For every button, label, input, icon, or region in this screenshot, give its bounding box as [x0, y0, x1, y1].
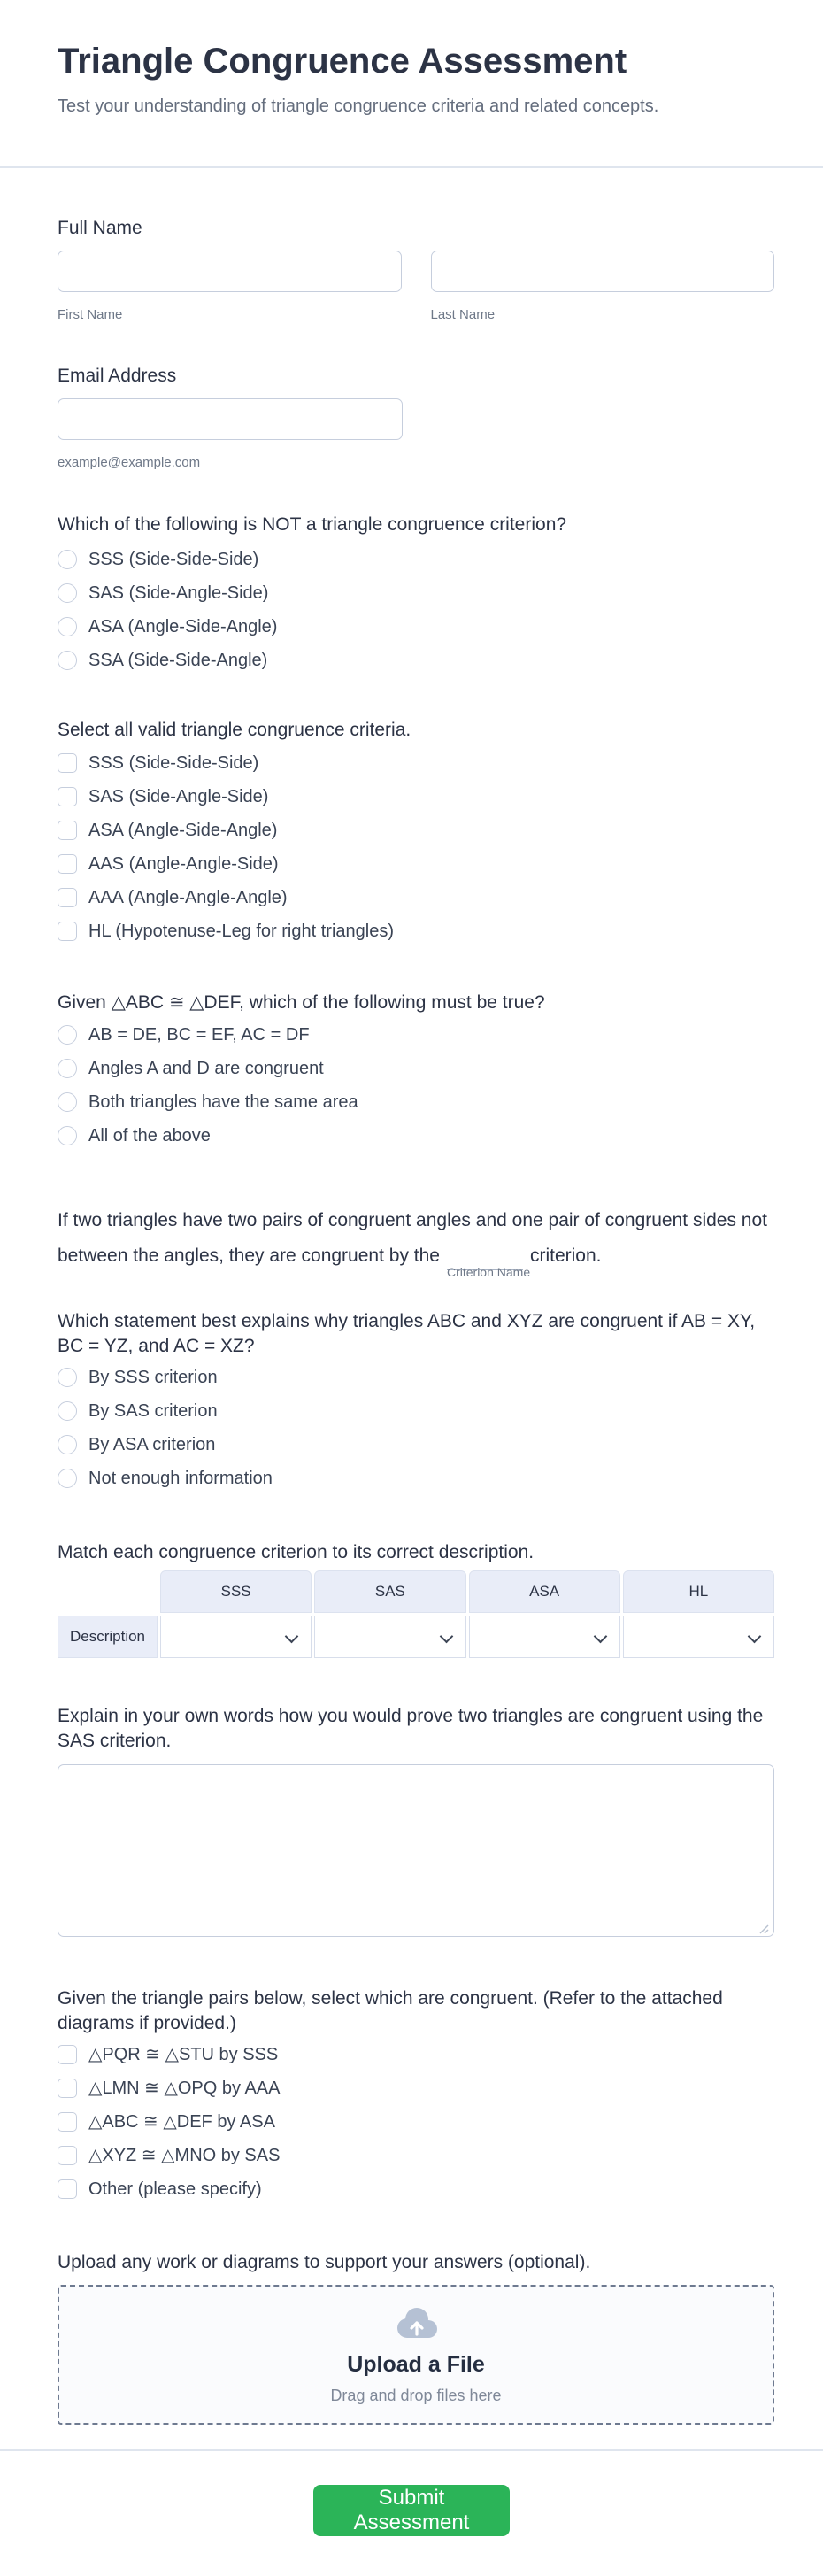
checkbox-option[interactable]: [58, 2111, 774, 2133]
checkbox-option[interactable]: [58, 887, 774, 908]
matrix-select-sas[interactable]: [314, 1616, 465, 1658]
question-best-explains: [58, 1309, 774, 1489]
submit-button[interactable]: Submit Assessment: [313, 2485, 510, 2536]
checkbox-option-label: ASA (Angle-Side-Angle): [88, 821, 278, 840]
matrix-col-header-asa: ASA: [469, 1570, 620, 1613]
radio-button[interactable]: [58, 1469, 77, 1488]
blank-text-before: If two triangles have two pairs of congruent angles and one pair of congruent sides not between the angles, they are congruent by the: [58, 1210, 767, 1266]
checkbox[interactable]: [58, 888, 77, 907]
question-label: Which of the following is NOT a triangle congruence criterion?: [58, 514, 567, 535]
radio-button[interactable]: [58, 1126, 77, 1145]
checkbox-option-label: AAS (Angle-Angle-Side): [88, 854, 279, 874]
upload-label: Upload any work or diagrams to support your answers (optional).: [58, 2252, 591, 2272]
radio-option-label: All of the above: [88, 1126, 211, 1145]
matrix-col-header-hl: HL: [623, 1570, 774, 1613]
checkbox-option-label: △LMN ≅ △OPQ by AAA: [88, 2079, 281, 2098]
radio-option[interactable]: [58, 1434, 774, 1455]
question-triangle-pairs: [58, 1986, 774, 2200]
radio-option[interactable]: [58, 1468, 774, 1489]
question-label: Explain in your own words how you would prove two triangles are congruent using the SAS criterion.: [58, 1706, 764, 1751]
chevron-down-icon: [748, 1630, 762, 1644]
email-field: [58, 365, 774, 472]
checkbox[interactable]: [58, 2045, 77, 2064]
radio-button[interactable]: [58, 1401, 77, 1421]
radio-option-label: By SSS criterion: [88, 1368, 218, 1387]
radio-option-label: Angles A and D are congruent: [88, 1059, 324, 1078]
checkbox[interactable]: [58, 753, 77, 773]
radio-button[interactable]: [58, 1435, 77, 1454]
radio-option-label: SSA (Side-Side-Angle): [88, 651, 268, 670]
checkbox-option-label: △XYZ ≅ △MNO by SAS: [88, 2146, 281, 2165]
radio-button[interactable]: [58, 583, 77, 603]
email-label: Email Address: [58, 366, 177, 386]
blank-text-after: criterion.: [529, 1246, 602, 1266]
upload-hint: Drag and drop files here: [330, 2387, 502, 2404]
checkbox[interactable]: [58, 922, 77, 941]
question-explain-sas: [58, 1704, 774, 1941]
radio-option-label: By SAS criterion: [88, 1401, 218, 1421]
radio-button[interactable]: [58, 617, 77, 636]
checkbox-option-label: AAA (Angle-Angle-Angle): [88, 888, 288, 907]
checkbox-option[interactable]: [58, 786, 774, 807]
question-not-criterion: [58, 513, 774, 671]
explanation-textarea[interactable]: [58, 1764, 774, 1937]
matrix-select-asa[interactable]: [469, 1616, 620, 1658]
checkbox[interactable]: [58, 821, 77, 840]
first-name-input[interactable]: [58, 251, 402, 292]
checkbox-option-label: SSS (Side-Side-Side): [88, 753, 259, 773]
radio-option[interactable]: [58, 549, 774, 570]
radio-option-label: Not enough information: [88, 1469, 273, 1488]
email-input[interactable]: [58, 398, 403, 440]
question-label: Match each congruence criterion to its correct description.: [58, 1542, 535, 1562]
radio-option-label: By ASA criterion: [88, 1435, 216, 1454]
radio-option-label: AB = DE, BC = EF, AC = DF: [88, 1025, 310, 1045]
email-sublabel: example@example.com: [58, 455, 201, 470]
checkbox-option[interactable]: [58, 2078, 774, 2099]
radio-option-label: ASA (Angle-Side-Angle): [88, 617, 278, 636]
last-name-sublabel: Last Name: [430, 307, 496, 322]
full-name-label: Full Name: [58, 218, 142, 238]
chevron-down-icon: [439, 1630, 453, 1644]
radio-button[interactable]: [58, 1059, 77, 1078]
upload-dropzone[interactable]: [58, 2285, 774, 2425]
radio-option[interactable]: [58, 1400, 774, 1422]
page-title: Triangle Congruence Assessment: [58, 42, 627, 81]
question-label: Which statement best explains why triangles ABC and XYZ are congruent if AB = XY, BC = YZ, and AC = XZ?: [58, 1311, 756, 1356]
resize-handle-icon[interactable]: [758, 1924, 769, 1934]
fill-in-blank-question: [58, 1203, 774, 1279]
checkbox-option[interactable]: [58, 2145, 774, 2166]
checkbox-option-label: HL (Hypotenuse-Leg for right triangles): [88, 922, 394, 941]
matrix-table: [58, 1570, 774, 1658]
matrix-col-header-sss: SSS: [160, 1570, 312, 1613]
radio-option[interactable]: [58, 650, 774, 671]
checkbox-option-label: SAS (Side-Angle-Side): [88, 787, 269, 806]
radio-option[interactable]: [58, 1367, 774, 1388]
radio-option[interactable]: [58, 582, 774, 604]
criterion-sublabel: Criterion Name: [446, 1265, 531, 1279]
radio-option-label: SAS (Side-Angle-Side): [88, 583, 269, 603]
checkbox-option-label: △PQR ≅ △STU by SSS: [88, 2045, 279, 2064]
question-label: Given the triangle pairs below, select which are congruent. (Refer to the attached diagrams if provided.): [58, 1988, 723, 2033]
matrix-corner-cell: [58, 1570, 158, 1613]
fill-in-blank-text: [58, 1203, 774, 1279]
cloud-upload-icon: [391, 2304, 441, 2340]
checkbox-option[interactable]: [58, 752, 774, 774]
checkbox-option[interactable]: [58, 921, 774, 942]
upload-button-text: Upload a File: [347, 2352, 485, 2377]
radio-option-label: Both triangles have the same area: [88, 1092, 358, 1112]
full-name-field: [58, 217, 774, 324]
question-label: Given △ABC ≅ △DEF, which of the following must be true?: [58, 992, 545, 1013]
radio-button[interactable]: [58, 1025, 77, 1045]
chevron-down-icon: [593, 1630, 607, 1644]
checkbox-option-label: △ABC ≅ △DEF by ASA: [88, 2112, 275, 2132]
checkbox-option[interactable]: [58, 820, 774, 841]
radio-option[interactable]: [58, 1125, 774, 1146]
checkbox[interactable]: [58, 854, 77, 874]
checkbox[interactable]: [58, 2146, 77, 2165]
last-name-input[interactable]: [431, 251, 775, 292]
form-footer: [0, 2449, 823, 2576]
matrix-row-label: Description: [58, 1616, 158, 1658]
form-header: [0, 0, 823, 168]
chevron-down-icon: [285, 1630, 299, 1644]
radio-option[interactable]: [58, 1058, 774, 1079]
checkbox[interactable]: [58, 787, 77, 806]
matrix-col-header-sas: SAS: [314, 1570, 465, 1613]
checkbox-option[interactable]: [58, 2179, 774, 2200]
radio-button[interactable]: [58, 1368, 77, 1387]
checkbox[interactable]: [58, 2179, 77, 2199]
matrix-select-hl[interactable]: [623, 1616, 774, 1658]
checkbox-option[interactable]: [58, 2044, 774, 2065]
radio-button[interactable]: [58, 651, 77, 670]
radio-option[interactable]: [58, 1024, 774, 1045]
radio-option-label: SSS (Side-Side-Side): [88, 550, 259, 569]
checkbox[interactable]: [58, 2112, 77, 2132]
question-must-be-true: [58, 991, 774, 1146]
upload-field: [58, 2251, 774, 2425]
radio-button[interactable]: [58, 1092, 77, 1112]
checkbox[interactable]: [58, 2079, 77, 2098]
question-valid-criteria: [58, 719, 774, 942]
question-label: Select all valid triangle congruence criteria.: [58, 720, 412, 740]
question-match-matrix: [58, 1540, 774, 1658]
form-body: [0, 168, 823, 2449]
radio-option[interactable]: [58, 616, 774, 637]
matrix-select-sss[interactable]: [160, 1616, 312, 1658]
page-subtitle: Test your understanding of triangle congruence criteria and related concepts.: [58, 96, 659, 116]
first-name-sublabel: First Name: [58, 307, 123, 322]
radio-option[interactable]: [58, 1091, 774, 1113]
checkbox-option-label: Other (please specify): [88, 2179, 262, 2199]
checkbox-option[interactable]: [58, 853, 774, 875]
radio-button[interactable]: [58, 550, 77, 569]
